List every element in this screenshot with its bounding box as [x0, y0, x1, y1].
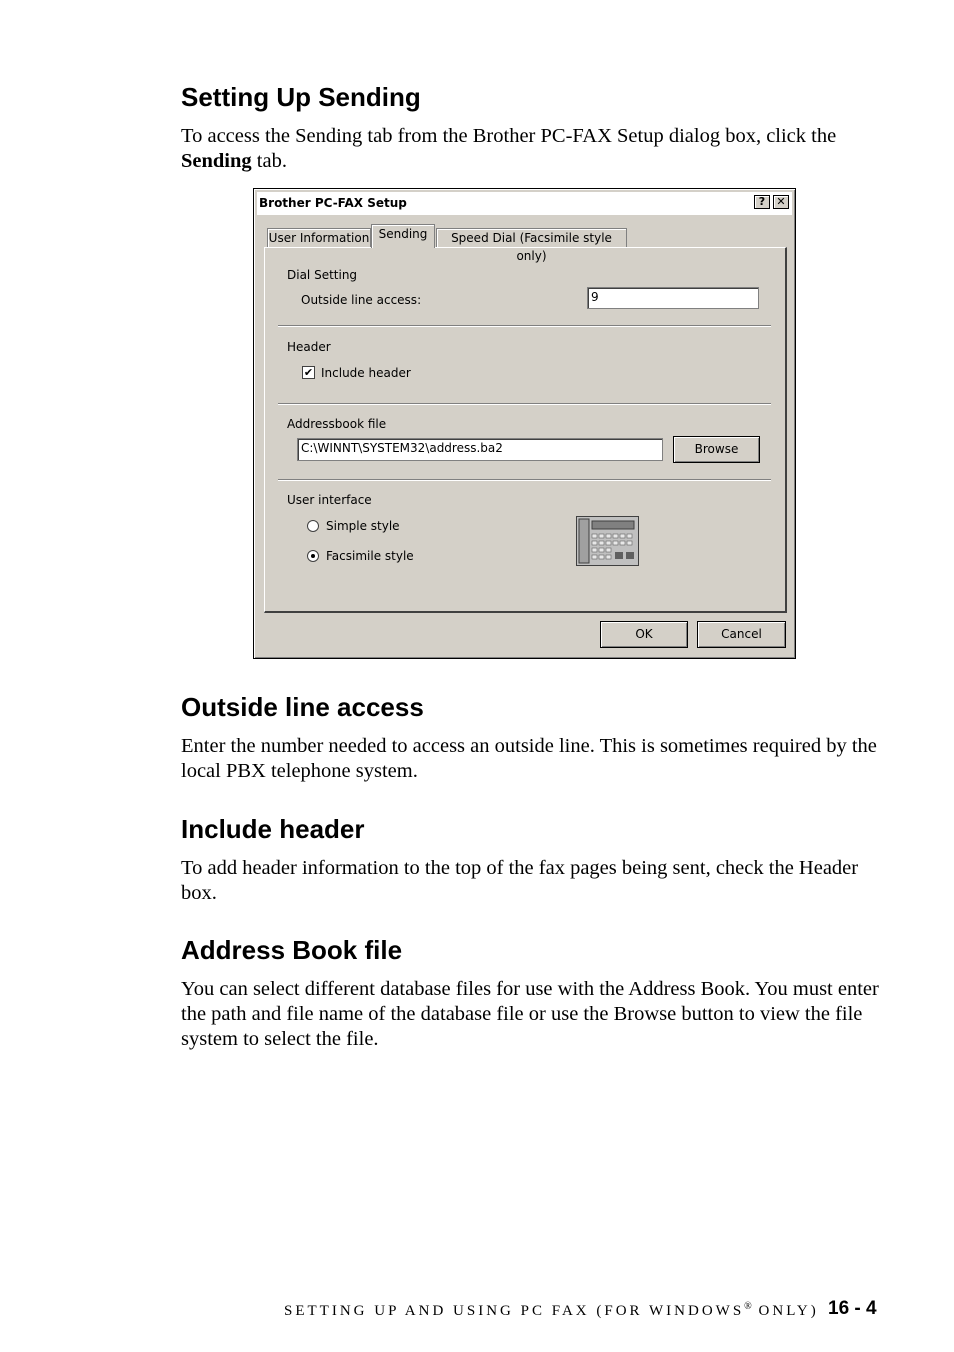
user-interface-group-label: User interface: [287, 493, 372, 507]
divider: [278, 325, 771, 327]
divider: [278, 479, 771, 481]
footer-text: SETTING UP AND USING PC FAX (FOR WINDOWS: [284, 1303, 745, 1319]
ok-button[interactable]: OK: [600, 621, 688, 648]
outside-line-paragraph: Enter the number needed to access an outside line. This is sometimes required by the local PBX telephone system.: [181, 735, 877, 782]
registered-mark: ®: [744, 1301, 752, 1312]
tab-speed-dial[interactable]: Speed Dial (Facsimile style only): [436, 228, 627, 248]
intro-bold-sending: Sending: [181, 150, 252, 172]
close-button[interactable]: ✕: [773, 195, 789, 209]
radio-selected-dot: [311, 554, 315, 558]
include-header-paragraph: To add header information to the top of the fax pages being sent, check the Header box.: [181, 857, 859, 904]
pc-fax-setup-dialog: [253, 188, 796, 659]
section-title-setting-up-sending: Setting Up Sending: [181, 82, 421, 112]
addressbook-path-input[interactable]: C:\WINNT\SYSTEM32\address.ba2: [297, 438, 663, 461]
intro-text: To access the Sending tab from the Brother PC-FAX Setup dialog box, click the: [181, 125, 837, 147]
fax-machine-icon: [576, 516, 639, 566]
outside-line-access-label: Outside line access:: [301, 293, 422, 307]
facsimile-style-label: Facsimile style: [326, 549, 414, 563]
tab-sending[interactable]: Sending: [371, 224, 435, 248]
intro-text-end: tab.: [251, 150, 287, 172]
address-book-paragraph: You can select different database files for use with the Address Book. You must enter the path and file name of the database file or use the Browse button to view the file system to select the file.: [181, 978, 879, 1050]
help-button[interactable]: ?: [754, 195, 770, 209]
section-title-outside-line-access: Outside line access: [181, 692, 424, 722]
header-group-label: Header: [287, 340, 331, 354]
footer-text-end: ONLY): [751, 1303, 819, 1319]
simple-style-label: Simple style: [326, 519, 400, 533]
dial-setting-group-label: Dial Setting: [287, 268, 358, 282]
outside-line-access-input[interactable]: 9: [587, 287, 759, 309]
section-title-include-header: Include header: [181, 814, 365, 844]
dialog-title: Brother PC-FAX Setup: [259, 196, 407, 210]
facsimile-style-radio[interactable]: [307, 550, 319, 562]
page-number: 16 - 4: [828, 1298, 877, 1319]
intro-paragraph: [181, 124, 881, 174]
simple-style-radio[interactable]: [307, 520, 319, 532]
dialog-titlebar: [257, 192, 792, 215]
include-header-checkbox[interactable]: ✔: [303, 366, 314, 379]
include-header-label: Include header: [321, 366, 411, 380]
divider: [278, 403, 771, 405]
tab-user-information[interactable]: User Information: [267, 228, 371, 248]
cancel-button[interactable]: Cancel: [697, 621, 786, 648]
running-footer: [284, 1301, 819, 1320]
browse-button[interactable]: Browse: [673, 436, 760, 463]
addressbook-file-label: Addressbook file: [287, 417, 387, 431]
section-title-address-book-file: Address Book file: [181, 935, 403, 965]
